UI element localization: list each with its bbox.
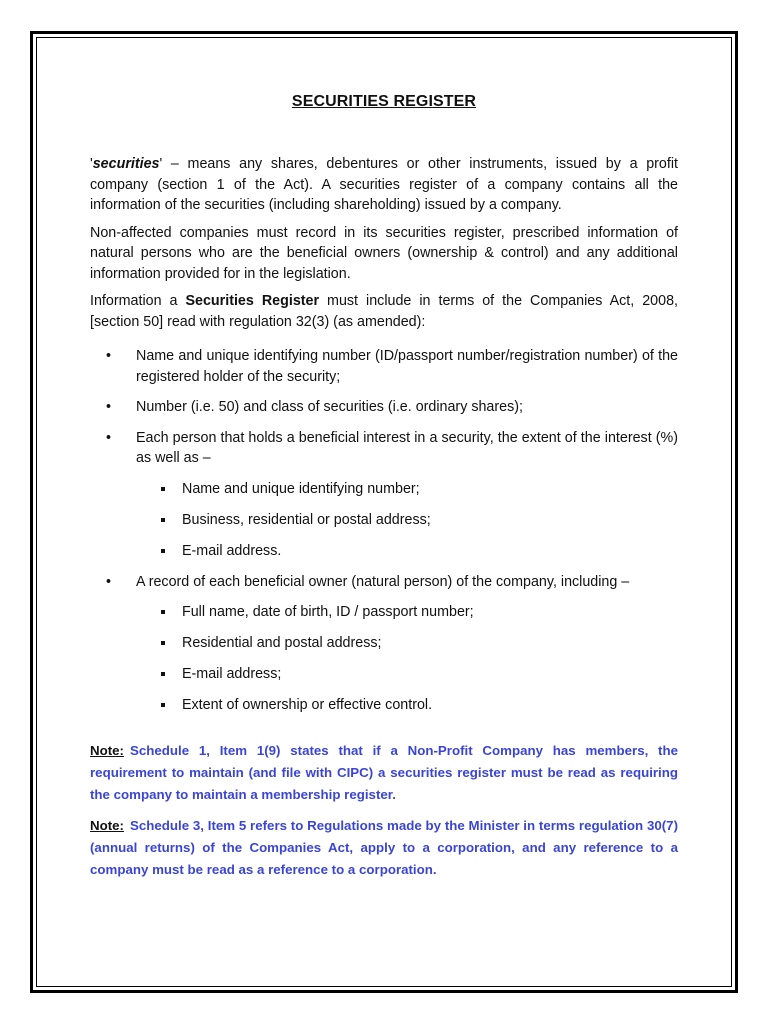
page-title: SECURITIES REGISTER — [291, 93, 477, 110]
intro-text-pre: Information a — [90, 293, 186, 309]
sub-list-item — [90, 695, 678, 716]
square-bullet-icon — [161, 610, 165, 614]
square-bullet-icon — [161, 703, 165, 707]
list-item-text: Number (i.e. 50) and class of securities (i.e. ordinary shares); — [136, 399, 523, 415]
sub-list-item — [90, 541, 678, 562]
sub-list-item-text: E-mail address. — [182, 542, 282, 559]
notes-section — [90, 740, 678, 881]
list-item — [90, 346, 678, 387]
sub-list-item — [90, 479, 678, 500]
list-item-text: Each person that holds a beneficial interest in a security, the extent of the interest (%) as well as – — [136, 429, 678, 466]
note-label: Note: — [90, 742, 124, 758]
requirements-intro-paragraph — [90, 291, 678, 332]
list-item — [90, 428, 678, 562]
sub-list-item-text: Name and unique identifying number; — [182, 480, 420, 497]
bullet-icon: • — [106, 399, 112, 415]
note-schedule-1 — [90, 740, 678, 806]
sub-list-item-text: Residential and postal address; — [182, 635, 382, 651]
definition-paragraph — [90, 154, 678, 216]
bullet-icon: • — [106, 429, 112, 446]
note-text: Schedule 3, Item 5 refers to Regulations made by the Minister in terms regulation 30(7) (annual returns) of the Companies Act, apply to a corporation, and any reference to a company must be read as a reference to a corporation. — [90, 817, 678, 877]
square-bullet-icon — [161, 518, 165, 522]
defined-term: securities — [92, 156, 160, 172]
list-item — [90, 572, 678, 716]
sub-list — [136, 479, 678, 562]
list-item-text: A record of each beneficial owner (natural person) of the company, including – — [136, 573, 630, 590]
sub-list-item-text: Extent of ownership or effective control. — [182, 697, 433, 713]
sub-list-item-text: E-mail address; — [182, 666, 282, 682]
square-bullet-icon — [161, 641, 165, 645]
requirements-list — [90, 346, 678, 716]
bullet-icon: • — [106, 573, 112, 590]
sub-list-item — [90, 602, 678, 623]
square-bullet-icon — [161, 672, 165, 676]
sub-list-item-text: Business, residential or postal address; — [182, 511, 431, 528]
intro-text-bold: Securities Register — [185, 293, 320, 309]
note-schedule-3 — [90, 815, 678, 881]
note-text: Schedule 1, Item 1(9) states that if a Non-Profit Company has members, the requirement to maintain (and file with CIPC) a securities register must be read as requiring the company to maintain a membership register. — [90, 742, 678, 802]
sub-list — [136, 602, 678, 716]
sub-list-item — [90, 510, 678, 531]
square-bullet-icon — [161, 487, 165, 491]
sub-list-item — [90, 633, 678, 654]
note-label: Note: — [90, 817, 124, 833]
document-body — [90, 93, 678, 890]
sub-list-item — [90, 664, 678, 685]
definition-text: ' – means any shares, debentures or other instruments, issued by a profit company (section 1 of the Act). A securities register of a company contains all the information of the securities (including shareholding) issued by a company. — [90, 156, 678, 213]
intro-text-post: must include in terms of the Companies Act, 2008, [section 50] read with regulation 32(3) (as amended): — [90, 293, 678, 330]
square-bullet-icon — [161, 549, 165, 553]
beneficial-owner-paragraph: Non-affected companies must record in its securities register, prescribed information of natural persons who are the beneficial owners (ownership & control) and any additional information provided for in the legislation. — [90, 224, 678, 282]
list-item-text: Name and unique identifying number (ID/passport number/registration number) of the registered holder of the security; — [136, 348, 678, 385]
list-item — [90, 397, 678, 418]
bullet-icon: • — [106, 348, 112, 364]
quote-open: ' — [90, 156, 93, 172]
sub-list-item-text: Full name, date of birth, ID / passport number; — [182, 604, 474, 620]
